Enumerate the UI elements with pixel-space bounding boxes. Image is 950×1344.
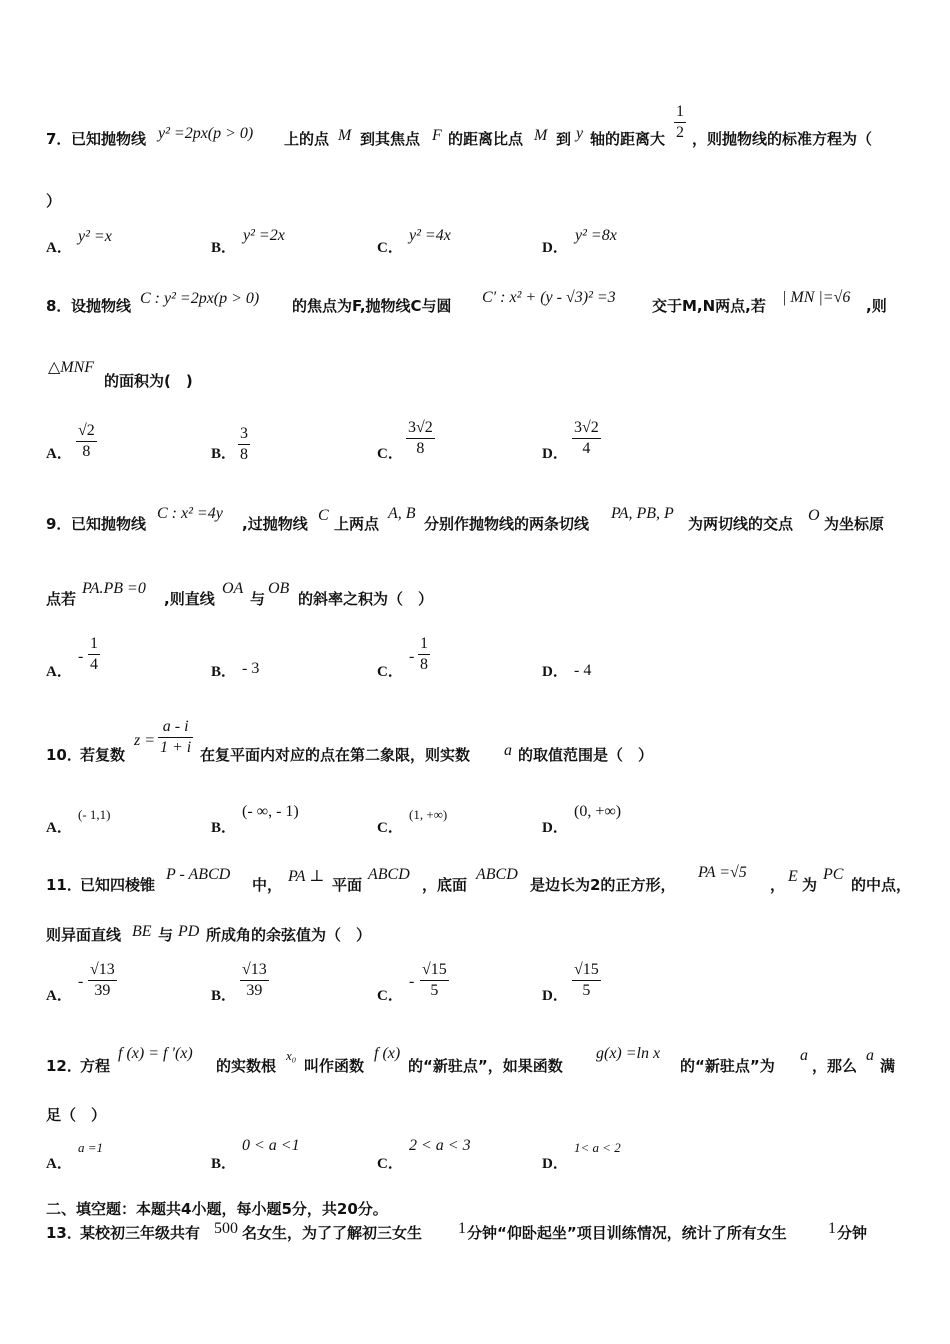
q7-point-m: M bbox=[338, 127, 352, 144]
q10-option-c-value: (1, +∞) bbox=[409, 807, 448, 822]
q11-number: 11． bbox=[46, 876, 82, 894]
q11-option-a-num: √13 bbox=[90, 961, 115, 978]
q11-option-d-label: D． bbox=[542, 988, 568, 1004]
q11-text-8: 的中点， bbox=[851, 876, 912, 894]
q12-text-7: 满 bbox=[880, 1057, 896, 1075]
q9-text-4: 分别作抛物线的两条切线 bbox=[424, 515, 590, 533]
q7-y-axis: y bbox=[576, 125, 584, 142]
q11-text-5: 是边长为2的正方形， bbox=[530, 876, 676, 894]
q12-x0: x₀ bbox=[286, 1048, 297, 1063]
q13-one-2: 1 bbox=[828, 1220, 836, 1237]
q10-option-b-label: B． bbox=[211, 820, 237, 836]
q11-line-be: BE bbox=[132, 923, 152, 940]
q12-option-b-value: 0 < a <1 bbox=[242, 1137, 300, 1154]
q13-text-2: 名女生，为了了解初三女生 bbox=[242, 1224, 423, 1242]
q7-option-c-value: y² =4x bbox=[409, 227, 451, 244]
q9-text-3: 上两点 bbox=[334, 515, 380, 533]
q10-text-2: 在复平面内对应的点在第二象限，则实数 bbox=[200, 746, 471, 764]
q8-option-c-label: C． bbox=[377, 446, 403, 462]
q12-option-d-value: 1< a < 2 bbox=[574, 1140, 621, 1155]
q7-focus-f: F bbox=[432, 127, 442, 144]
q13-number: 13． bbox=[46, 1224, 82, 1242]
q12-text-1: 方程 bbox=[80, 1057, 111, 1075]
section-2-heading: 二、填空题：本题共4小题，每小题5分，共20分。 bbox=[46, 1200, 388, 1218]
q8-text-4: ,则 bbox=[866, 297, 887, 315]
q9-option-d-label: D． bbox=[542, 664, 568, 680]
q7-text-2: 上的点 bbox=[284, 130, 330, 148]
q9-text-6: 为坐标原 bbox=[824, 515, 885, 533]
q9-option-a-fraction bbox=[88, 634, 100, 675]
q12-option-c-value: 2 < a < 3 bbox=[409, 1137, 471, 1154]
q7-text-3: 到其焦点 bbox=[360, 130, 421, 148]
q12-a-2: a bbox=[866, 1047, 874, 1064]
q12-text-2: 的实数根 bbox=[216, 1057, 277, 1075]
q10-number: 10． bbox=[46, 746, 82, 764]
q8-option-b-den: 8 bbox=[240, 446, 248, 463]
q10-num: a - i bbox=[162, 718, 189, 735]
q11-pa-perp: PA ⊥ bbox=[288, 868, 325, 885]
q7-option-a-label: A． bbox=[46, 240, 72, 256]
q8-option-a-fraction bbox=[76, 421, 97, 462]
q8-triangle: △MNF bbox=[48, 359, 95, 376]
q10-option-b-value: (- ∞, - 1) bbox=[242, 803, 299, 820]
q7-text-5: 到 bbox=[556, 130, 572, 148]
q9-text-1: 已知抛物线 bbox=[71, 515, 147, 533]
q11-option-b-den: 39 bbox=[246, 982, 263, 999]
q7-frac-num: 1 bbox=[676, 103, 684, 120]
q12-option-c-label: C． bbox=[377, 1156, 403, 1172]
q12-text-8: 足（ ） bbox=[46, 1106, 107, 1124]
q12-option-d-label: D． bbox=[542, 1156, 568, 1172]
q9-equation-1: C : x² =4y bbox=[157, 505, 223, 522]
q12-equation-1: f (x) = f ′(x) bbox=[118, 1045, 193, 1062]
q7-close-paren: ） bbox=[46, 192, 62, 210]
q9-text-2: ,过抛物线 bbox=[242, 515, 308, 533]
q10-option-c-label: C． bbox=[377, 820, 403, 836]
q11-option-a-den: 39 bbox=[94, 982, 111, 999]
q7-option-b-label: B． bbox=[211, 240, 237, 256]
q11-option-c-num: √15 bbox=[422, 961, 447, 978]
q12-text-4: 的“新驻点”，如果函数 bbox=[408, 1057, 563, 1075]
q11-option-d-num: √15 bbox=[574, 961, 599, 978]
q8-equation-1: C : y² =2px(p > 0) bbox=[140, 290, 260, 307]
q13-text-1: 某校初三年级共有 bbox=[80, 1224, 201, 1242]
q8-option-c-num: 3√2 bbox=[408, 419, 433, 436]
q10-text-1: 若复数 bbox=[80, 746, 126, 764]
q9-line-ob: OB bbox=[268, 580, 290, 597]
q12-text-3: 叫作函数 bbox=[304, 1057, 365, 1075]
q9-text-8: ,则直线 bbox=[164, 590, 215, 608]
q7-text-1: 已知抛物线 bbox=[71, 130, 147, 148]
q8-text-3: 交于M,N两点,若 bbox=[652, 297, 766, 315]
q9-option-c-label: C． bbox=[377, 664, 403, 680]
q9-tangents: PA, PB, P bbox=[611, 505, 674, 522]
q8-equation-2: C′ : x² + (y - √3)² =3 bbox=[482, 289, 616, 306]
q12-a-1: a bbox=[800, 1047, 808, 1064]
q11-text-7: 为 bbox=[802, 876, 818, 894]
q11-option-c-den: 5 bbox=[430, 982, 439, 999]
q7-frac-den: 2 bbox=[676, 124, 684, 141]
q11-option-b-fraction bbox=[240, 960, 269, 1001]
q8-option-b-label: B． bbox=[211, 446, 237, 462]
q11-text-10: 与 bbox=[158, 926, 174, 944]
q10-z: z = bbox=[134, 732, 156, 749]
q9-option-b-label: B． bbox=[211, 664, 237, 680]
q9-option-d-value: - 4 bbox=[574, 662, 592, 679]
q11-pyramid: P - ABCD bbox=[166, 866, 231, 883]
q11-option-d-den: 5 bbox=[582, 982, 591, 999]
q9-option-a-den: 4 bbox=[90, 656, 98, 673]
q8-option-d-num: 3√2 bbox=[574, 419, 599, 436]
q10-option-a-value: (- 1,1) bbox=[78, 807, 111, 822]
q11-text-9: 则异面直线 bbox=[46, 926, 122, 944]
q11-plane-abcd: ABCD bbox=[368, 866, 410, 883]
q11-pa-length: PA =√5 bbox=[698, 864, 747, 881]
q12-gx: g(x) =ln x bbox=[596, 1045, 661, 1062]
q7-option-a-value: y² =x bbox=[78, 228, 112, 245]
q9-option-b-value: - 3 bbox=[242, 660, 260, 677]
q10-option-a-label: A． bbox=[46, 820, 72, 836]
q12-number: 12． bbox=[46, 1057, 82, 1075]
q7-number: 7． bbox=[46, 130, 72, 148]
q8-text-1: 设抛物线 bbox=[71, 297, 132, 315]
q11-segment-pc: PC bbox=[823, 866, 844, 883]
q11-base-abcd: ABCD bbox=[476, 866, 518, 883]
q12-text-6: ，那么 bbox=[812, 1057, 858, 1075]
q11-option-b-label: B． bbox=[211, 988, 237, 1004]
q10-text-3: 的取值范围是（ ） bbox=[518, 746, 654, 764]
q11-option-a-sign: - bbox=[78, 973, 84, 990]
q11-option-a-fraction bbox=[88, 960, 117, 1001]
q9-equation-2: PA.PB =0 bbox=[82, 580, 146, 597]
q7-text-6: 轴的距离大 bbox=[590, 130, 666, 148]
q7-point-m2: M bbox=[534, 127, 548, 144]
q7-fraction bbox=[674, 102, 686, 143]
q7-text-4: 的距离比点 bbox=[448, 130, 524, 148]
q8-option-a-num: √2 bbox=[78, 422, 95, 439]
q8-number: 8． bbox=[46, 297, 72, 315]
q8-option-d-den: 4 bbox=[582, 440, 591, 457]
q8-option-a-den: 8 bbox=[82, 443, 91, 460]
q7-equation: y² =2px(p > 0) bbox=[158, 125, 254, 142]
q9-points-ab: A, B bbox=[388, 505, 416, 522]
q7-option-d-value: y² =8x bbox=[575, 227, 617, 244]
q8-option-d-fraction bbox=[572, 418, 601, 459]
q11-text-3: 平面 bbox=[332, 876, 363, 894]
q11-point-e: E bbox=[788, 868, 798, 885]
q11-option-c-sign: - bbox=[409, 973, 415, 990]
q8-text-5: 的面积为( ) bbox=[104, 372, 193, 390]
q11-line-pd: PD bbox=[178, 923, 200, 940]
q9-origin-o: O bbox=[808, 507, 820, 524]
q11-text-11: 所成角的余弦值为（ ） bbox=[206, 926, 372, 944]
q11-option-c-fraction bbox=[420, 960, 449, 1001]
q11-text-2: 中， bbox=[252, 876, 283, 894]
q9-text-7: 点若 bbox=[46, 590, 77, 608]
q9-text-5: 为两切线的交点 bbox=[688, 515, 794, 533]
q9-text-10: 的斜率之积为（ ） bbox=[298, 590, 434, 608]
q11-option-d-fraction bbox=[572, 960, 601, 1001]
q13-one-1: 1 bbox=[458, 1220, 466, 1237]
q8-option-c-den: 8 bbox=[416, 440, 425, 457]
q9-option-c-sign: - bbox=[409, 648, 415, 665]
q11-text-6: ， bbox=[770, 876, 786, 894]
q10-den: 1 + i bbox=[160, 739, 192, 756]
q11-option-b-num: √13 bbox=[242, 961, 267, 978]
q11-option-a-label: A． bbox=[46, 988, 72, 1004]
q7-text-7: ，则抛物线的标准方程为（ bbox=[692, 130, 873, 148]
q9-option-a-sign: - bbox=[78, 648, 84, 665]
q9-option-a-num: 1 bbox=[90, 635, 98, 652]
q11-option-c-label: C． bbox=[377, 988, 403, 1004]
q12-fx: f (x) bbox=[374, 1045, 401, 1062]
q12-option-a-label: A． bbox=[46, 1156, 72, 1172]
q8-text-2: 的焦点为F,抛物线C与圆 bbox=[292, 297, 452, 315]
q9-option-c-num: 1 bbox=[420, 635, 428, 652]
q8-option-a-label: A． bbox=[46, 446, 72, 462]
q9-option-c-den: 8 bbox=[420, 656, 428, 673]
q9-number: 9． bbox=[46, 515, 72, 533]
q8-option-d-label: D． bbox=[542, 446, 568, 462]
q12-text-5: 的“新驻点”为 bbox=[680, 1057, 775, 1075]
q9-curve-c: C bbox=[318, 507, 329, 524]
q10-option-d-label: D． bbox=[542, 820, 568, 836]
q11-text-1: 已知四棱锥 bbox=[80, 876, 156, 894]
q10-a: a bbox=[504, 742, 512, 759]
q7-option-b-value: y² =2x bbox=[243, 227, 285, 244]
q9-line-oa: OA bbox=[222, 580, 244, 597]
q12-option-b-label: B． bbox=[211, 1156, 237, 1172]
q11-text-4: ，底面 bbox=[422, 876, 468, 894]
q8-option-b-fraction bbox=[238, 424, 250, 465]
q9-option-c-fraction bbox=[418, 634, 430, 675]
q7-option-d-label: D． bbox=[542, 240, 568, 256]
q9-option-a-label: A． bbox=[46, 664, 72, 680]
q13-text-4: 分钟 bbox=[837, 1224, 868, 1242]
q8-equation-3: | MN |=√6 bbox=[782, 289, 851, 306]
q8-option-b-num: 3 bbox=[240, 425, 248, 442]
q12-option-a-value: a =1 bbox=[78, 1140, 104, 1155]
q10-option-d-value: (0, +∞) bbox=[574, 803, 622, 820]
q13-count-500: 500 bbox=[214, 1220, 238, 1237]
q8-option-c-fraction bbox=[406, 418, 435, 459]
q13-text-3: 分钟“仰卧起坐”项目训练情况，统计了所有女生 bbox=[467, 1224, 787, 1242]
q10-fraction bbox=[158, 717, 193, 758]
q9-text-9: 与 bbox=[250, 590, 266, 608]
q7-option-c-label: C． bbox=[377, 240, 403, 256]
